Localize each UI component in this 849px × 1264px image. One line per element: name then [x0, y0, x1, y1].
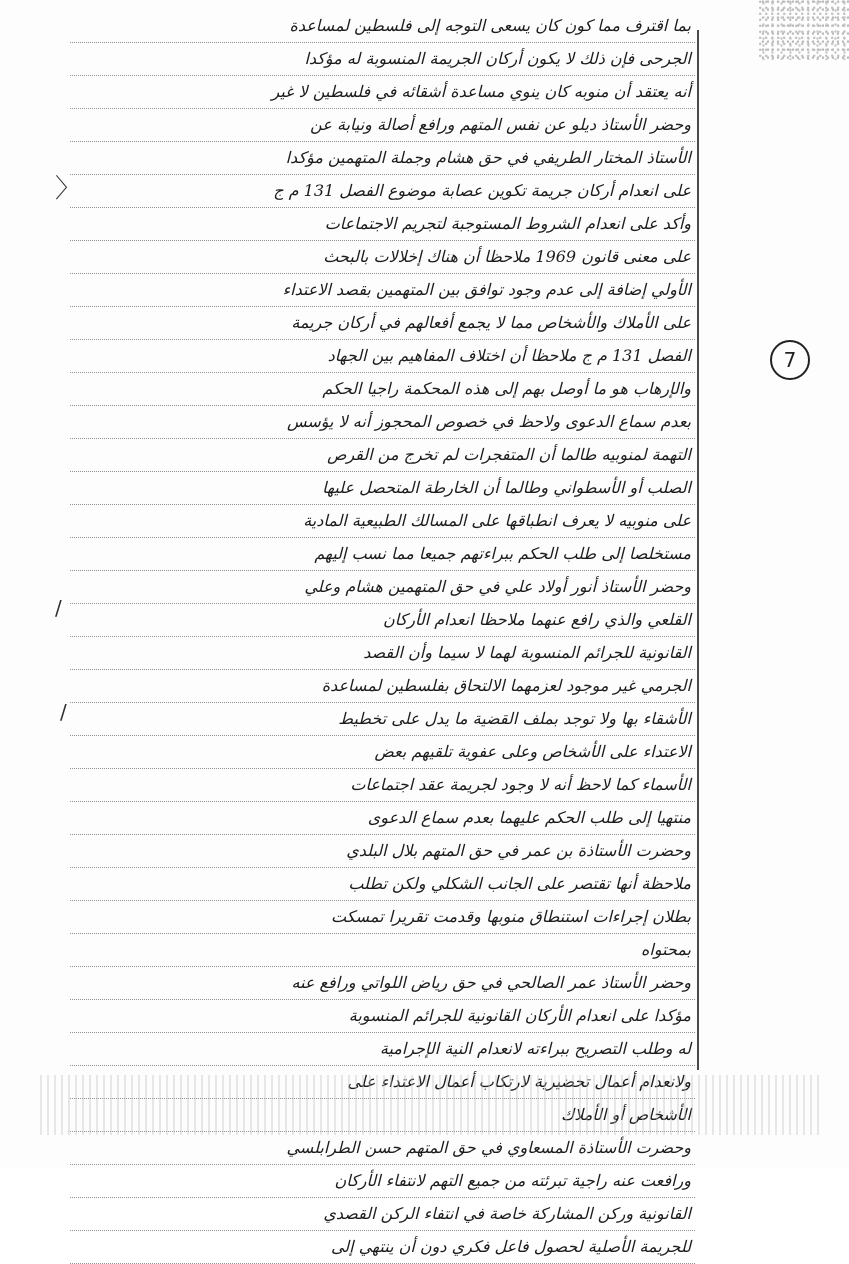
text-line-content: ولانعدام أعمال تحضيرية لارتكاب أعمال الاعتداء على [347, 1072, 691, 1091]
scan-noise-bottom [40, 1075, 820, 1135]
text-line-content: للجريمة الأصلية لحصول فاعل فكري دون أن ينتهي إلى [330, 1237, 691, 1256]
text-line [70, 967, 695, 1000]
margin-check-mark: 〉 [55, 174, 82, 204]
text-line [70, 637, 695, 670]
text-line [70, 43, 695, 76]
text-line-content: وأكد على انعدام الشروط المستوجبة لتجريم الاجتماعات [324, 214, 691, 233]
text-line-content: الأسماء كما لاحظ أنه لا وجود لجريمة عقد اجتماعات [350, 775, 691, 794]
text-line [70, 769, 695, 802]
text-line-content: الاعتداء على الأشخاص وعلى عفوية تلقيهم بعض [374, 742, 691, 761]
margin-line [697, 30, 699, 1070]
text-line [70, 274, 695, 307]
text-line-content: وحضر الأستاذ عمر الصالحي في حق رياض اللواتي ورافع عنه [291, 973, 691, 992]
text-line [70, 175, 695, 208]
text-line-content: أنه يعتقد أن منوبه كان ينوي مساعدة أشقائه في فلسطين لا غير [271, 82, 691, 101]
text-line [70, 505, 695, 538]
text-line-content: والإرهاب هو ما أوصل بهم إلى هذه المحكمة راجيا الحكم [322, 379, 691, 398]
text-line [70, 538, 695, 571]
text-line [70, 1231, 695, 1264]
text-line [70, 1033, 695, 1066]
text-line-content: الأستاذ المختار الطريفي في حق هشام وجملة المتهمين مؤكدا [285, 148, 691, 167]
text-line-content: بمحتواه [641, 940, 691, 959]
text-line [70, 1165, 695, 1198]
text-line-content: مؤكدا على انعدام الأركان القانونية للجرائم المنسوبة [348, 1006, 691, 1025]
text-line [70, 1000, 695, 1033]
text-line-content: له وطلب التصريح ببراءته لانعدام النية الإجرامية [379, 1039, 691, 1058]
text-line [70, 307, 695, 340]
text-line-content: وحضر الأستاذ ديلو عن نفس المتهم ورافع أصالة ونيابة عن [310, 115, 691, 134]
text-line-content: التهمة لمنوبيه طالما أن المتفجرات لم تخرج من القرص [327, 445, 691, 464]
text-line-content: الصلب أو الأسطواني وطالما أن الخارطة المتحصل عليها [322, 478, 691, 497]
text-line-content: وحضرت الأستاذة بن عمر في حق المتهم بلال البلدي [346, 841, 691, 860]
text-line [70, 241, 695, 274]
text-line [70, 406, 695, 439]
text-line [70, 736, 695, 769]
text-line-content: القلعي والذي رافع عنهما ملاحظا انعدام الأركان [383, 610, 691, 629]
text-line [70, 109, 695, 142]
text-line-content: على انعدام أركان جريمة تكوين عصابة موضوع الفصل 131 م ج [273, 181, 691, 200]
text-line [70, 208, 695, 241]
text-line-content: بعدم سماع الدعوى ولاحظ في خصوص المحجوز أنه لا يؤسس [286, 412, 691, 431]
text-line-content: على الأملاك والأشخاص مما لا يجمع أفعالهم في أركان جريمة [291, 313, 691, 332]
text-line-content: بما اقترف مما كون كان يسعى التوجه إلى فلسطين لمساعدة [289, 16, 691, 35]
text-line-content: وحضر الأستاذ أنور أولاد علي في حق المتهمين هشام وعلي [304, 577, 691, 596]
text-line [70, 439, 695, 472]
text-line [70, 571, 695, 604]
page-number: 7 [770, 340, 810, 380]
text-line-content: على منوبيه لا يعرف انطباقها على المسالك الطبيعية المادية [303, 511, 691, 530]
text-line-content: ورافعت عنه راجية تبرئته من جميع التهم لانتفاء الأركان [334, 1171, 691, 1190]
text-line-content: القانونية للجرائم المنسوبة لهما لا سيما وأن القصد [363, 643, 691, 662]
scan-noise-corner [759, 0, 849, 60]
text-line-content: الفصل 131 م ج ملاحظا أن اختلاف المفاهيم بين الجهاد [327, 346, 691, 365]
text-line-content: الجرمي غير موجود لعزمهما الالتحاق بفلسطين لمساعدة [321, 676, 691, 695]
text-line [70, 340, 695, 373]
text-line-content: على معنى قانون 1969 ملاحظا أن هناك إخلالات بالبحث [323, 247, 691, 266]
text-line-content: وحضرت الأستاذة المسعاوي في حق المتهم حسن الطرابلسي [286, 1138, 691, 1157]
text-line-content: بطلان إجراءات استنطاق منوبها وقدمت تقريرا تمسكت [331, 907, 691, 926]
text-line-content: الجرحى فإن ذلك لا يكون أركان الجريمة المنسوبة له مؤكدا [304, 49, 691, 68]
text-line [70, 934, 695, 967]
text-line-content: الأشخاص أو الأملاك [561, 1105, 691, 1124]
text-line [70, 868, 695, 901]
text-line [70, 802, 695, 835]
text-line-content: القانونية وركن المشاركة خاصة في انتفاء الركن القصدي [323, 1204, 691, 1223]
margin-tick-mark: / [55, 596, 62, 620]
text-line [70, 1198, 695, 1231]
text-line-content: مستخلصا إلى طلب الحكم ببراءتهم جميعا مما نسب إليهم [314, 544, 691, 563]
text-line [70, 373, 695, 406]
text-line [70, 901, 695, 934]
handwritten-text-block [70, 10, 695, 1256]
text-line [70, 1132, 695, 1165]
text-line-content: الأشقاء بها ولا توجد بملف القضية ما يدل على تخطيط [338, 709, 691, 728]
text-line [70, 835, 695, 868]
text-line [70, 10, 695, 43]
text-line [70, 670, 695, 703]
text-line-content: ملاحظة أنها تقتصر على الجانب الشكلي ولكن تطلب [348, 874, 691, 893]
text-line [70, 703, 695, 736]
text-line [70, 472, 695, 505]
text-line-content: منتهيا إلى طلب الحكم عليهما بعدم سماع الدعوى [367, 808, 691, 827]
margin-tick-mark: / [60, 700, 67, 724]
text-line [70, 76, 695, 109]
text-line [70, 604, 695, 637]
text-line [70, 142, 695, 175]
text-line-content: الأولي إضافة إلى عدم وجود توافق بين المتهمين بقصد الاعتداء [282, 280, 691, 299]
